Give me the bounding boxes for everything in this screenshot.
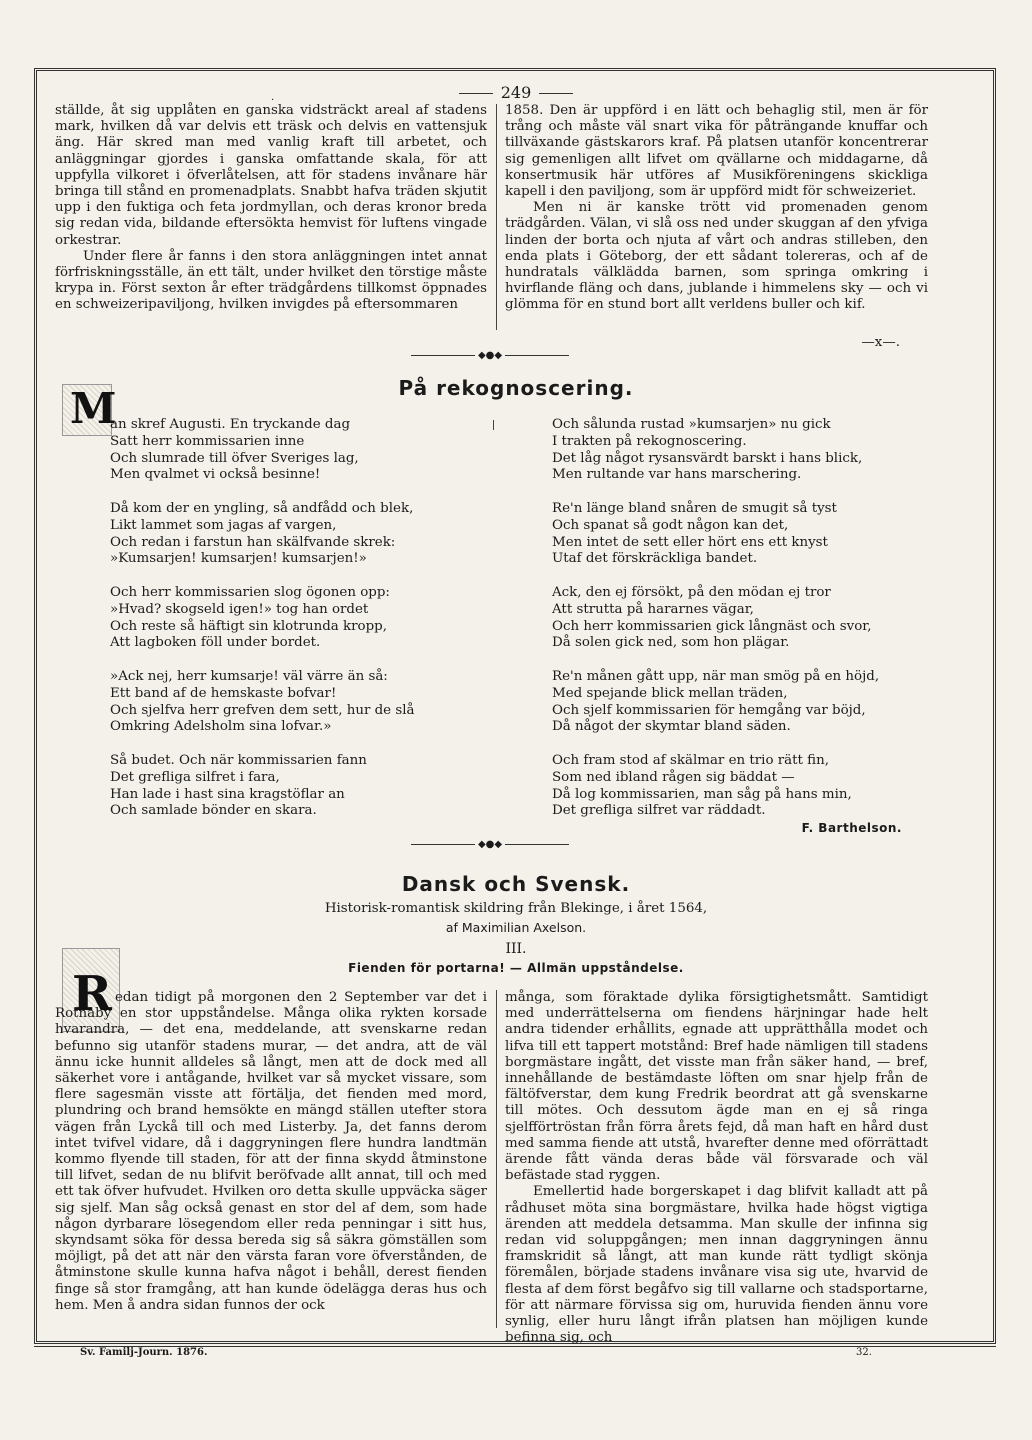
poem-line: Omkring Adelsholm sina lofvar.»: [110, 719, 332, 735]
top-end-mark: —x—.: [861, 335, 900, 350]
poem-line: Och reste så häftigt sin klotrunda kropp,: [110, 618, 387, 634]
story-right-paragraph-2: Emellertid hade borgerskapet i dag blifvit kalladt att på rådhuset möta sina borgmästare, hvilka hade högst vigtiga ärenden att meddela detsamma. Man skulle der infinna sig redan vid soluppgången; men innan daggryningen ännu framskridit så långt, att man kunde rätt tydligt skönja föremålen, började stadens invånare visa sig ute, hvarvid de flesta af dem först begåfvo sig till vallarne och stadsportarne, för att närmare förvissa sig om, huruvida fienden ännu vore synlig, eller huru långt ifrån platsen han möjligen kunde befinna sig, och: [505, 1184, 928, 1346]
poem-line: Och herr kommissarien slog ögonen opp:: [110, 584, 390, 600]
poem-line: »Ack nej, herr kumsarje! väl värre än så:: [110, 668, 388, 684]
poem-line: Och slumrade till öfver Sveriges lag,: [110, 450, 359, 466]
page-number-block: [446, 83, 586, 102]
poem-line: Att strutta på hararnes vägar,: [552, 601, 754, 617]
poem-line: Men qvalmet vi också besinne!: [110, 467, 321, 483]
top-right-paragraph-2: Men ni är kanske trött vid promenaden genom trädgården. Välan, vi slå oss ned under skuggan af den yfviga linden der borta och njuta af vårt och andras stilleben, den enda plats i Göteborg, der ett sådant tolereras, och af de hundratals välklädda barnen, som springa omkring i hvirflande fläng och dans, jublande i himmelens sky — och vi glömma för en stund bort allt verldens buller och kif.: [505, 200, 928, 313]
story-author: af Maximilian Axelson.: [445, 920, 587, 935]
story-subtitle: Historisk-romantisk skildring från Blekinge, i året 1564,: [324, 901, 708, 916]
poem-line: »Hvad? skogseld igen!» tog han ordet: [110, 601, 369, 617]
poem-line: Men rultande var hans marschering.: [552, 467, 802, 483]
story-initial-letter: R: [72, 966, 112, 1022]
story-title: Dansk och Svensk.: [401, 872, 631, 896]
poem-left-column: [110, 417, 480, 837]
ornament-divider-1: ◆●◆: [400, 350, 580, 362]
poem-line: Han lade i hast sina kragstöflar an: [110, 786, 345, 802]
poem-line: Ett band af de hemskaste bofvar!: [110, 685, 337, 701]
left-stanza: [110, 585, 480, 652]
poem-tick: [493, 420, 494, 430]
right-stanza: [552, 501, 932, 568]
poem-line: Och sålunda rustad »kumsarjen» nu gick: [552, 417, 831, 432]
poem-line: Då solen gick ned, som hon plägar.: [552, 635, 790, 651]
poem-line: Då log kommissarien, man såg på hans min,: [552, 786, 852, 802]
poem-line: Som ned ibland rågen sig bäddat —: [552, 769, 795, 785]
top-left-column: [55, 103, 487, 314]
right-stanza: [552, 417, 932, 484]
poem-line: I trakten på rekognoscering.: [552, 433, 747, 449]
poem-line: Och sjelfva herr grefven dem sett, hur de slå: [110, 702, 415, 718]
poem-line: Att lagboken föll under bordet.: [110, 635, 321, 651]
top-left-paragraph-1: ställde, åt sig upplåten en ganska vidsträckt areal af stadens mark, hvilken då var delvis ett träsk och delvis en vattensjuk äng. Här skred man med vanlig kraft till arbetet, och anläggningar gjordes i ganska omfattande skala, för att uppfylla vilkoret i öfverlåtelsen, att för stadens invånare här bringa till stånd en promenadplats. Snabbt hafva träden skjutit upp i den fuktiga och feta jordmyllan, och deras kronor breda sig redan vida, bildande eftersökta hemvist för luftens vingade orkestrar.: [55, 103, 487, 248]
poem-line: Då något der skymtar bland säden.: [552, 719, 791, 735]
poem-line: Så budet. Och när kommissarien fann: [110, 752, 367, 768]
right-stanza: [552, 753, 932, 820]
poem-right-column: [552, 417, 932, 837]
right-stanza: [552, 585, 932, 652]
footer-journal: Sv. Familj-Journ. 1876.: [80, 1347, 208, 1358]
poem-line: Det låg något rysansvärdt barskt i hans blick,: [552, 450, 863, 466]
story-column-divider: [496, 990, 497, 1328]
page-number: 249: [500, 83, 532, 102]
poem-line: Och spanat så godt någon kan det,: [552, 517, 789, 533]
poem-signature: F. Barthelson.: [801, 821, 902, 835]
left-stanza: [110, 501, 480, 568]
right-stanza: [552, 669, 932, 736]
poem-line: Likt lammet som jagas af vargen,: [110, 517, 337, 533]
left-stanza: [110, 669, 480, 736]
poem-line: Det grefliga silfret i fara,: [110, 769, 280, 785]
ornament-divider-2: ◆●◆: [400, 839, 580, 851]
poem-line: Och herr kommissarien gick långnäst och svor,: [552, 618, 872, 634]
poem-line: Och samlade bönder en skara.: [110, 803, 317, 819]
top-left-paragraph-2: Under flere år fanns i den stora anläggningen intet annat förfriskningsställe, än ett tält, under hvilket den törstige måste krypa in. Först sexton år efter trädgårdens tillkomst öppnades en schweizeripaviljong, hvilken invigdes på eftersommaren: [55, 248, 487, 313]
story-right-paragraph-1: många, som föraktade dylika försigtighetsmått. Samtidigt med underrättelserna om fiendens härjningar hade helt andra tidender erhållits, egnade att upprätthålla modet och lifva till ett tappert motstånd: Bref hade nämligen till stadens borgmästare ingått, det visste man från säker hand, — bref, innehållande de bestämdaste löften om snar hjelp från de fältöfverstar, dem kung Fredrik beordrat att gå svenskarne till mötes. Och dessutom ägde man en ej så ringa sjelfförtröstan från förra årets fejd, då man haft en hård dust med samma fiende att utstå, hvarefter denne med oförrättadt ärende fått vända deras både väl försvarade och väl befästade stad ryggen.: [505, 990, 928, 1184]
top-right-paragraph-1: 1858. Den är uppförd i en lätt och behaglig stil, men är för trång och måste väl snart vika för påträngande knuffar och tillväxande gästskarors kraf. På platsen utanför koncentrerar sig gemenligen allt lifvet om qvällarne och middagarne, då konsertmusik här utföres af Musikföreningens skickliga kapell i den paviljong, som är uppförd midt för schweizeriet.: [505, 103, 928, 200]
poem-line: Då kom der en yngling, så andfådd och blek,: [110, 500, 414, 516]
header-dot: ·: [271, 95, 275, 106]
top-right-column: [505, 103, 928, 314]
story-left-paragraph: edan tidigt på morgonen den 2 September var det i Rotnaby en stor uppståndelse. Många olika rykten korsade hvarandra, — det ena, meddelande, att svenskarne redan befunno sig utanför stadens murar, — det andra, att de väl ännu icke hunnit alldeles så långt, men att de dock med all säkerhet vore i antågande, hvilket var så mycket vissare, som flere sagesmän visste att förtälja, det fienden med mord, plundring och brand hemsökte en mängd ställen utefter stora vägen från Lyckå till och med Listerby. Ja, det fanns derom intet tvifvel vidare, då i daggryningen flere hundra landtmän kommo flyende till staden, för att der finna skydd åtminstone till lifvet, sedan de nu blifvit beröfvade allt annat, till och med ett tak öfver hufvudet. Hvilken oro detta skulle uppväcka säger sig sjelf. Man såg också genast en stor del af dem, som hade någon dyrbarare lösegendom eller reda penningar i sitt hus, skyndsamt söka för dessa bereda sig så säkra gömställen som möjligt, på det att när den värsta faran vore öfverstånden, de åtminstone skulle kunna hafva något i behåll, derest fienden finge så stor framgång, att han kunde ödelägga deras hus och hem. Men å andra sidan funnos der ock: [55, 990, 487, 1313]
poem-line: Det grefliga silfret var räddadt.: [552, 803, 766, 819]
poem-line: Och redan i farstun han skälfvande skrek:: [110, 534, 396, 550]
poem-line: Med spejande blick mellan träden,: [552, 685, 788, 701]
footer-sheet-number: 32.: [856, 1347, 872, 1358]
poem-line: Men intet de sett eller hört ens ett knyst: [552, 534, 828, 550]
chapter-number: III.: [505, 941, 527, 957]
chapter-title: Fienden för portarna! — Allmän uppståndelse.: [348, 961, 684, 975]
poem-initial-letter: M: [70, 384, 117, 433]
poem-line: Utaf det förskräckliga bandet.: [552, 551, 758, 567]
left-stanza: [110, 417, 480, 484]
poem-title: På rekognoscering.: [398, 376, 634, 400]
left-stanza: [110, 753, 480, 820]
story-left-column: [55, 990, 487, 1314]
poem-line: Re'n månen gått upp, när man smög på en höjd,: [552, 668, 880, 684]
poem-line: Re'n länge bland snåren de smugit så tyst: [552, 500, 837, 516]
poem-line: Ack, den ej försökt, på den mödan ej tror: [552, 584, 831, 600]
poem-line: Och fram stod af skälmar en trio rätt fin,: [552, 752, 829, 768]
poem-line: Och sjelf kommissarien för hemgång var böjd,: [552, 702, 866, 718]
poem-line: Satt herr kommissarien inne: [110, 433, 305, 449]
story-right-column: [505, 990, 928, 1346]
poem-line: »Kumsarjen! kumsarjen! kumsarjen!»: [110, 551, 367, 567]
top-column-divider: [496, 104, 497, 330]
poem-line: an skref Augusti. En tryckande dag: [110, 417, 351, 432]
